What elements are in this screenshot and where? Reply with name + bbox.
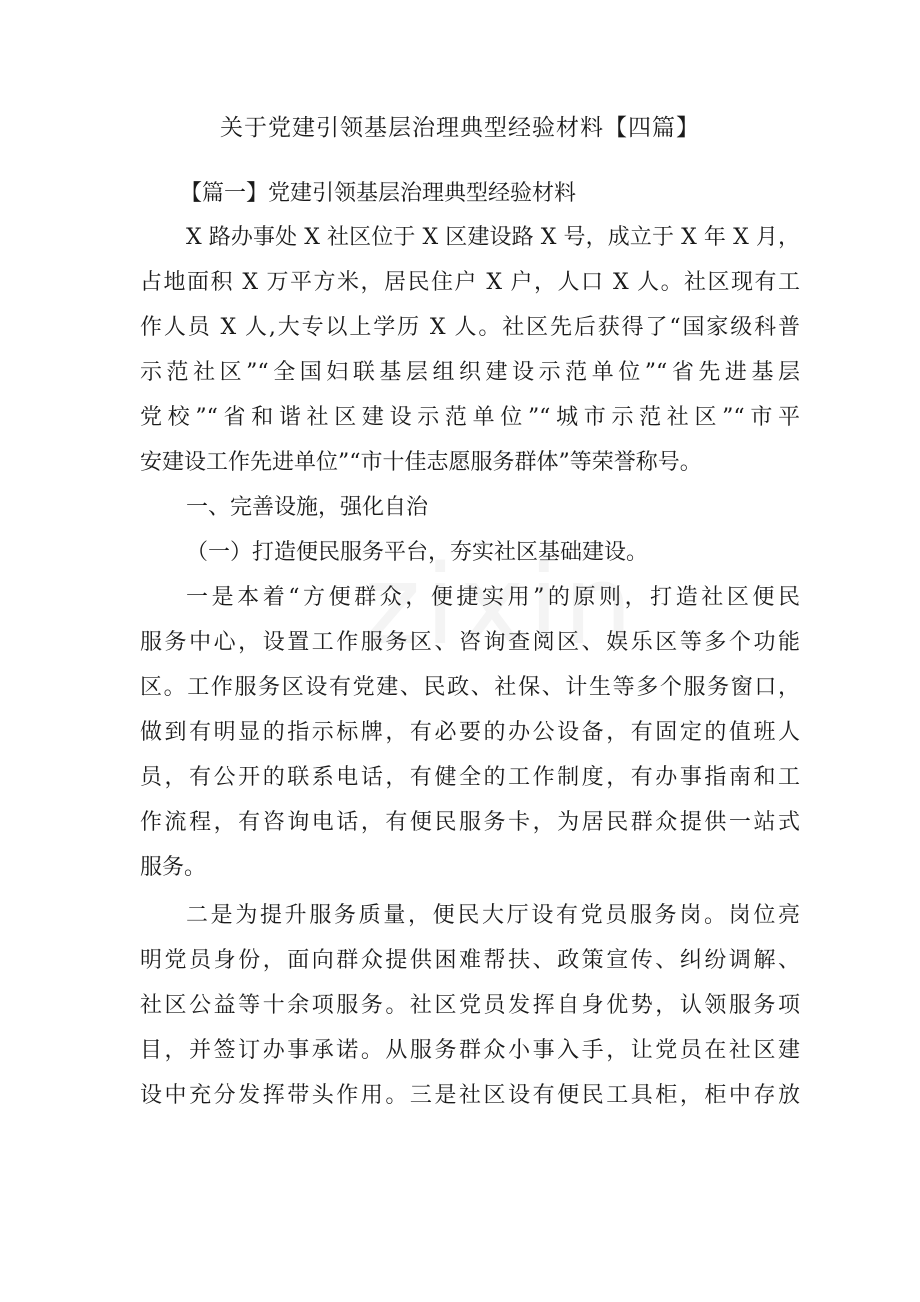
paragraph-line: 设中充分发挥带头作用。三是社区设有便民工具柜，柜中存放	[140, 1083, 800, 1108]
paragraph-line: X 路办事处 X 社区位于 X 区建设路 X 号，成立于 X 年 X 月，	[186, 225, 800, 250]
paragraph-line: 服务中心，设置工作服务区、咨询查阅区、娱乐区等多个功能	[140, 630, 800, 655]
paragraph-line: 占地面积 X 万平方米，居民住户 X 户，人口 X 人。社区现有工	[140, 270, 800, 295]
paragraph-line: 二是为提升服务质量，便民大厅设有党员服务岗。岗位亮	[186, 903, 800, 928]
section-subheading: 一、完善设施，强化自治	[186, 495, 429, 520]
paragraph-line: 一是本着“方便群众，便捷实用”的原则，打造社区便民	[186, 585, 800, 610]
paragraph-line: 区。工作服务区设有党建、民政、社保、计生等多个服务窗口，	[140, 675, 800, 700]
paragraph-line: 目，并签订办事承诺。从服务群众小事入手，让党员在社区建	[140, 1038, 800, 1063]
paragraph-line: 社区公益等十余项服务。社区党员发挥自身优势，认领服务项	[140, 993, 800, 1018]
paragraph-line: 做到有明显的指示标牌，有必要的办公设备，有固定的值班人	[140, 720, 800, 745]
subsection-heading: （一）打造便民服务平台，夯实社区基础建设。	[186, 540, 649, 565]
paragraph-line: 安建设工作先进单位”“市十佳志愿服务群体”等荣誉称号。	[140, 450, 702, 475]
document-title: 关于党建引领基层治理典型经验材料【四篇】	[220, 115, 700, 141]
paragraph-line: 员，有公开的联系电话，有健全的工作制度，有办事指南和工	[140, 765, 800, 790]
paragraph-line: 明党员身份，面向群众提供困难帮扶、政策宣传、纠纷调解、	[140, 948, 800, 973]
paragraph-line: 服务。	[140, 855, 207, 880]
paragraph-line: 党校”“省和谐社区建设示范单位”“城市示范社区”“市平	[140, 405, 800, 430]
section-heading: 【篇一】党建引领基层治理典型经验材料	[180, 181, 577, 206]
paragraph-line: 示范社区”“全国妇联基层组织建设示范单位”“省先进基层	[140, 360, 800, 385]
paragraph-line: 作流程，有咨询电话，有便民服务卡，为居民群众提供一站式	[140, 810, 800, 835]
paragraph-line: 作人员 X 人,大专以上学历 X 人。社区先后获得了“国家级科普	[140, 315, 800, 340]
